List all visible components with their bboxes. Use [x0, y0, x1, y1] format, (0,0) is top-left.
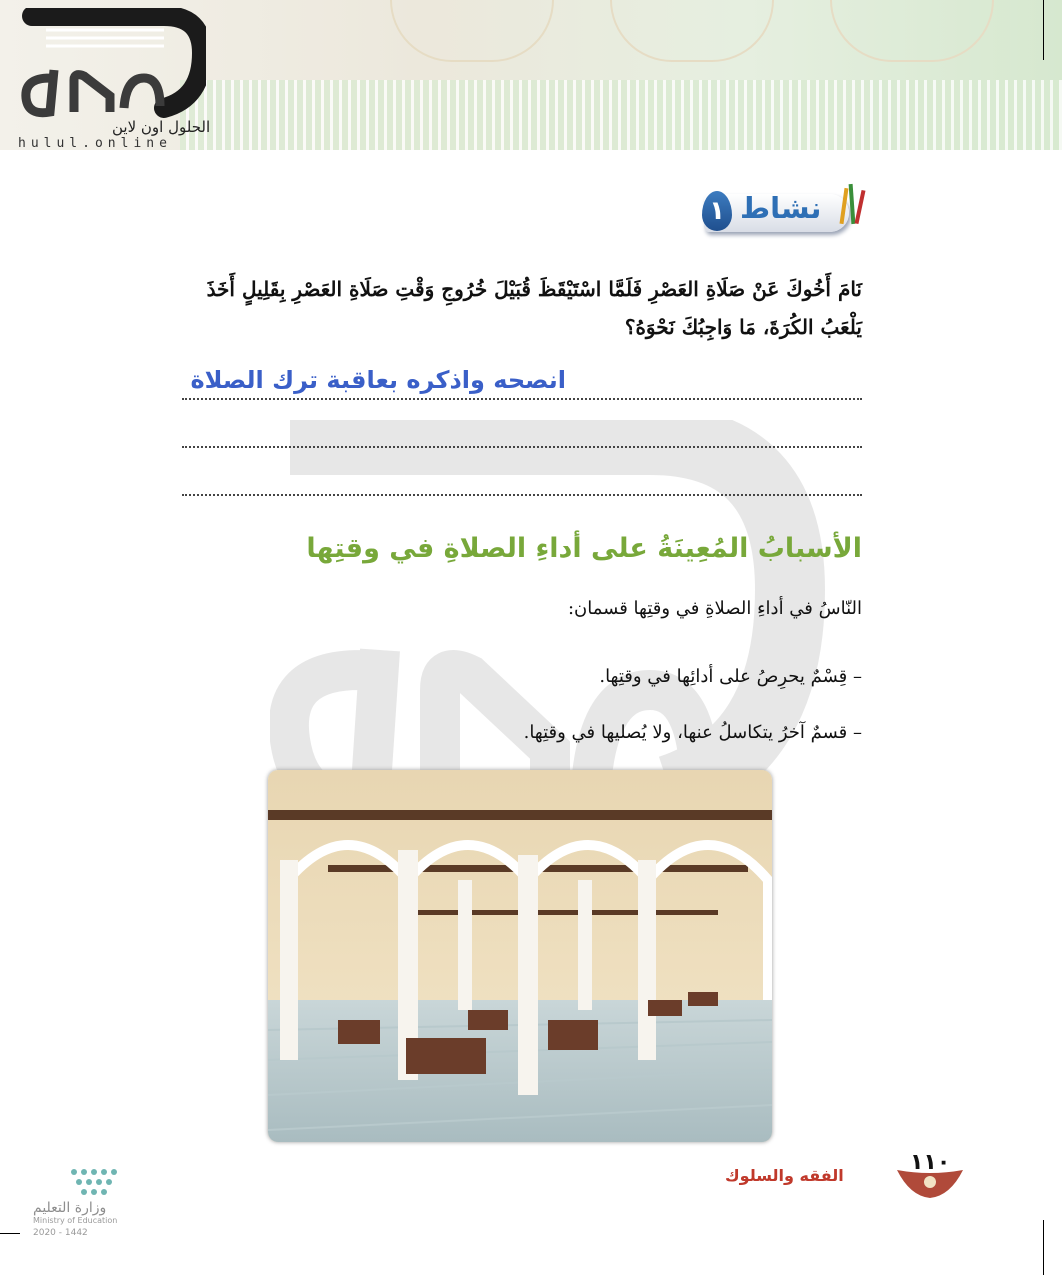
section-intro: النّاسُ في أداءِ الصلاةِ في وقتِها قسمان:: [567, 598, 862, 619]
activity-question: [182, 270, 862, 346]
answer-line-2[interactable]: [182, 418, 862, 448]
ministry-logo-icon: [68, 1166, 122, 1202]
pencils-icon: [838, 180, 868, 230]
brand-url: hulul.online: [18, 136, 172, 151]
question-line-2: يَلْعَبُ الكُرَةَ، مَا وَاجِبُكَ نَحْوَهُ؟: [624, 315, 862, 339]
ornament-icon: [895, 1166, 965, 1200]
header-stripes: [180, 80, 1062, 150]
brand-arabic-subtitle: الحلول اون لاين: [112, 118, 211, 136]
activity-title: نشاط: [740, 191, 822, 225]
subject-title: الفقه والسلوك: [725, 1166, 844, 1185]
section-heading: الأسبابُ المُعِينَةُ على أداءِ الصلاةِ في وقتِها: [306, 533, 862, 564]
crop-mark: [1043, 1220, 1044, 1275]
mosque-interior-photo: [268, 770, 772, 1142]
ministry-name-english: Ministry of Education: [33, 1216, 118, 1225]
handwritten-answer: انصحه واذكره بعاقبة ترك الصلاة: [184, 366, 572, 394]
crop-mark: [1043, 0, 1044, 60]
ministry-year: 2020 - 1442: [33, 1228, 88, 1238]
list-item: – قِسْمٌ يحرِصُ على أدائِها في وقتِها.: [599, 666, 862, 687]
activity-number: ١: [702, 191, 732, 231]
crop-mark: [0, 1233, 20, 1234]
page-number: ١١٠: [910, 1150, 951, 1175]
answer-line-3[interactable]: [182, 466, 862, 496]
question-line-1: نَامَ أَخُوكَ عَنْ صَلَاةِ العَصْرِ فَلَمَّا اسْتَيْقَظَ قُبَيْلَ خُرُوجِ وَقْتِ صَلَاةِ العَصْرِ بِقَلِيلٍ أَخَذَ: [206, 277, 862, 301]
ministry-name: وزارة التعليم: [33, 1200, 107, 1216]
list-item: – قسمٌ آخرُ يتكاسلُ عنها، ولا يُصليها في وقتِها.: [523, 722, 862, 743]
